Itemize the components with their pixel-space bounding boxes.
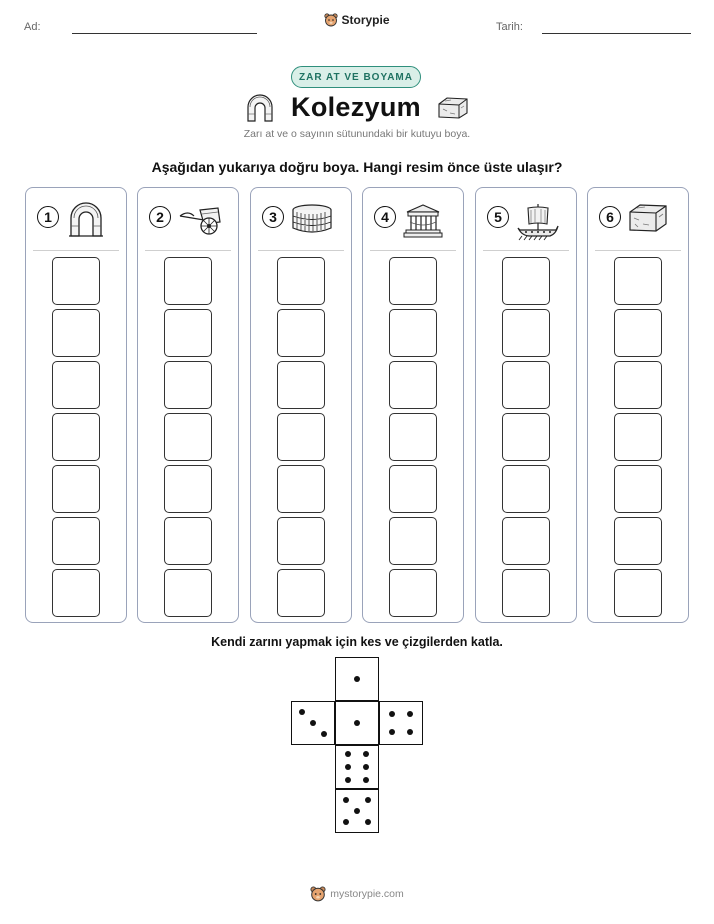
color-box[interactable] xyxy=(502,569,550,617)
color-box[interactable] xyxy=(52,361,100,409)
color-box[interactable] xyxy=(614,517,662,565)
color-box[interactable] xyxy=(614,257,662,305)
dice-pip xyxy=(345,751,351,757)
dice-pip xyxy=(354,676,360,682)
color-box[interactable] xyxy=(164,309,212,357)
dice-pip xyxy=(365,819,371,825)
dice-face-1 xyxy=(335,701,379,745)
stone-block-icon xyxy=(437,96,469,120)
dice-face-1 xyxy=(335,657,379,701)
column-5 xyxy=(475,187,577,623)
column-header xyxy=(476,188,576,250)
color-box[interactable] xyxy=(52,569,100,617)
color-box[interactable] xyxy=(389,309,437,357)
column-number: 4 xyxy=(374,206,396,228)
color-box[interactable] xyxy=(52,309,100,357)
color-box[interactable] xyxy=(389,413,437,461)
color-box[interactable] xyxy=(52,257,100,305)
arch-icon xyxy=(66,202,106,243)
color-box[interactable] xyxy=(52,517,100,565)
temple-icon xyxy=(403,202,443,245)
column-header xyxy=(138,188,238,250)
dice-pip xyxy=(345,764,351,770)
date-label: Tarih: xyxy=(496,21,523,33)
column-2 xyxy=(137,187,239,623)
color-box[interactable] xyxy=(277,413,325,461)
column-6 xyxy=(587,187,689,623)
title-row xyxy=(0,92,714,123)
stone-block-icon xyxy=(628,202,668,239)
divider xyxy=(595,250,681,251)
page-title: Kolezyum xyxy=(291,92,421,122)
dice-pip xyxy=(363,751,369,757)
color-box[interactable] xyxy=(614,465,662,513)
color-box[interactable] xyxy=(277,361,325,409)
color-box[interactable] xyxy=(164,517,212,565)
color-box[interactable] xyxy=(277,465,325,513)
dice-pip xyxy=(389,711,395,717)
dice-face-5 xyxy=(335,789,379,833)
date-line[interactable] xyxy=(542,33,691,34)
column-4 xyxy=(362,187,464,623)
color-box[interactable] xyxy=(277,309,325,357)
color-box[interactable] xyxy=(277,517,325,565)
column-1 xyxy=(25,187,127,623)
name-line[interactable] xyxy=(72,33,257,34)
dice-pip xyxy=(299,709,305,715)
dice-pip xyxy=(363,764,369,770)
divider xyxy=(33,250,119,251)
divider xyxy=(145,250,231,251)
color-box[interactable] xyxy=(164,413,212,461)
dice-pip xyxy=(363,777,369,783)
color-box[interactable] xyxy=(389,257,437,305)
color-box[interactable] xyxy=(389,361,437,409)
dice-face-4 xyxy=(379,701,423,745)
color-box[interactable] xyxy=(502,413,550,461)
dice-pip xyxy=(407,711,413,717)
color-box[interactable] xyxy=(389,517,437,565)
dice-face-3 xyxy=(291,701,335,745)
color-box[interactable] xyxy=(502,361,550,409)
dice-face-6 xyxy=(335,745,379,789)
colosseum-icon xyxy=(291,202,333,241)
color-box[interactable] xyxy=(389,569,437,617)
arch-icon xyxy=(245,94,275,122)
footer xyxy=(0,886,714,902)
divider xyxy=(258,250,344,251)
dice-pip xyxy=(310,720,316,726)
dice-pip xyxy=(343,819,349,825)
column-number: 2 xyxy=(149,206,171,228)
color-box[interactable] xyxy=(614,309,662,357)
divider xyxy=(483,250,569,251)
color-box[interactable] xyxy=(502,517,550,565)
brand-logo xyxy=(0,13,714,27)
column-header xyxy=(363,188,463,250)
instruction: Aşağıdan yukarıya doğru boya. Hangi resim önce üste ulaşır? xyxy=(151,159,563,175)
dice-pip xyxy=(407,729,413,735)
color-box[interactable] xyxy=(502,257,550,305)
color-box[interactable] xyxy=(502,309,550,357)
color-box[interactable] xyxy=(614,413,662,461)
color-box[interactable] xyxy=(614,361,662,409)
dice-instruction: Kendi zarını yapmak için kes ve çizgilerden katla. xyxy=(211,635,503,649)
divider xyxy=(370,250,456,251)
color-box[interactable] xyxy=(277,257,325,305)
column-number: 5 xyxy=(487,206,509,228)
chariot-icon xyxy=(178,202,224,243)
name-label: Ad: xyxy=(24,21,41,33)
column-number: 6 xyxy=(599,206,621,228)
dice-pip xyxy=(389,729,395,735)
bear-mascot-icon xyxy=(310,886,326,902)
column-number: 1 xyxy=(37,206,59,228)
ship-icon xyxy=(516,202,560,247)
color-box[interactable] xyxy=(164,569,212,617)
dice-pip xyxy=(343,797,349,803)
column-header xyxy=(251,188,351,250)
color-box[interactable] xyxy=(164,465,212,513)
dice-pip xyxy=(365,797,371,803)
color-box[interactable] xyxy=(614,569,662,617)
color-box[interactable] xyxy=(52,465,100,513)
column-header xyxy=(26,188,126,250)
activity-badge: ZAR AT VE BOYAMA xyxy=(291,66,421,88)
column-number: 3 xyxy=(262,206,284,228)
subtitle: Zarı at ve o sayının sütunundaki bir kutuyu boya. xyxy=(243,128,471,140)
color-box[interactable] xyxy=(277,569,325,617)
dice-pip xyxy=(354,808,360,814)
color-box[interactable] xyxy=(389,465,437,513)
dice-pip xyxy=(321,731,327,737)
color-box[interactable] xyxy=(52,413,100,461)
column-header xyxy=(588,188,688,250)
column-3 xyxy=(250,187,352,623)
dice-pip xyxy=(354,720,360,726)
color-box[interactable] xyxy=(502,465,550,513)
color-box[interactable] xyxy=(164,257,212,305)
brand-name: Storypie xyxy=(341,13,390,27)
bear-mascot-icon xyxy=(324,13,338,27)
color-box[interactable] xyxy=(164,361,212,409)
footer-url[interactable]: mystorypie.com xyxy=(330,888,404,900)
dice-pip xyxy=(345,777,351,783)
